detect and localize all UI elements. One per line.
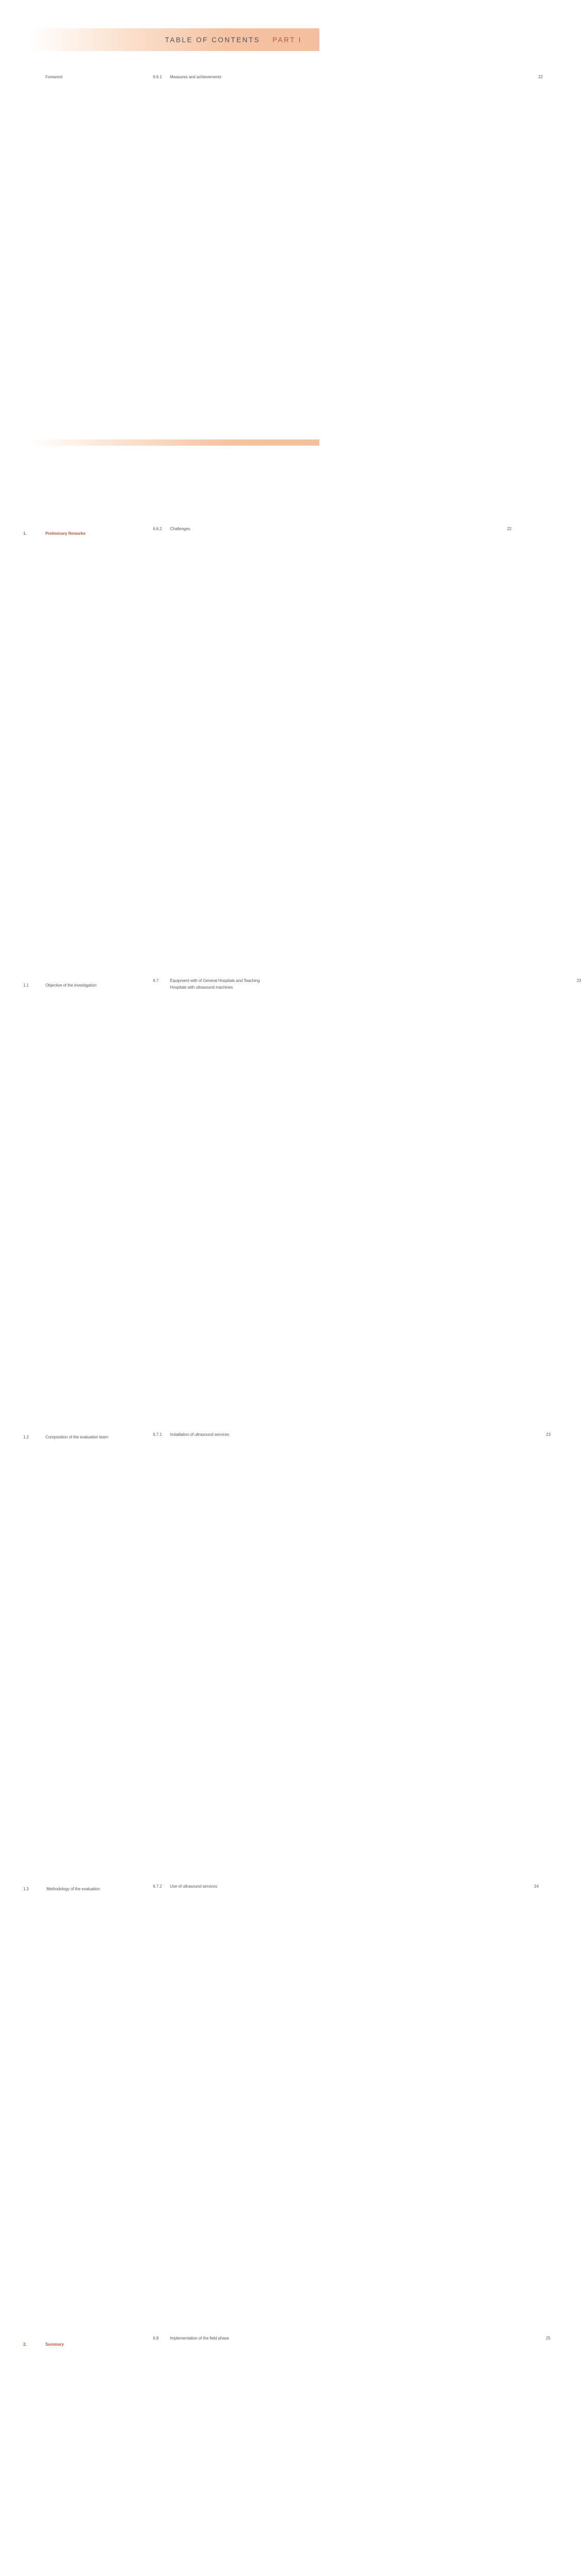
- toc-list-left: [23, 74, 141, 2576]
- entry-title: Challenges: [170, 527, 191, 531]
- toc-entry: [153, 526, 512, 977]
- footer-band: [0, 439, 319, 446]
- page-title: TABLE OF CONTENTS: [165, 36, 260, 44]
- toc-left-column: [23, 74, 141, 2576]
- toc-entry: [23, 2341, 141, 2576]
- toc-entry: [23, 1434, 141, 1886]
- entry-page-number: 23: [262, 977, 581, 1429]
- entry-number: 6.7.2: [153, 1884, 162, 1889]
- toc-entry: [153, 977, 581, 1429]
- entry-number: 6.6.2: [153, 527, 162, 531]
- entry-title: Installation of ultrasound services: [170, 1432, 229, 1437]
- header-band: [0, 28, 319, 51]
- toc-right-column: [153, 74, 581, 2576]
- entry-title: Summary: [45, 2342, 64, 2347]
- entry-number: 1.: [23, 531, 27, 536]
- entry-title: Measures and achievements: [170, 75, 221, 79]
- entry-number: 2.: [23, 2342, 27, 2347]
- entry-number: 1.3: [23, 1887, 29, 1891]
- part-label: PART I: [272, 36, 302, 44]
- toc-entry: [153, 2335, 551, 2576]
- entry-page-number: 22: [192, 526, 511, 977]
- toc-entry: [23, 530, 141, 982]
- entry-title: Foreword: [45, 75, 62, 79]
- toc-entry: [23, 74, 141, 526]
- entry-number: 1.1: [23, 983, 29, 988]
- entry-number: 6.7.1: [153, 1432, 162, 1437]
- toc-entry: [153, 1431, 551, 1883]
- entry-page-number: 24: [219, 1883, 539, 2335]
- entry-number: 6.6.1: [153, 75, 162, 79]
- entry-number: 1.2: [23, 1435, 29, 1439]
- entry-number: 6.8: [153, 2336, 159, 2341]
- entry-title: Objective of the investigation: [45, 983, 97, 988]
- entry-title: Methodology of the evaluation: [45, 1887, 100, 1891]
- entry-title: Use of ultrasound services: [170, 1884, 217, 1889]
- toc-list-right: [153, 74, 581, 2576]
- entry-page-number: 22: [224, 74, 543, 526]
- entry-title: Composition of the evaluation team: [45, 1435, 109, 1439]
- toc-entry: [23, 1886, 141, 2337]
- entry-title: Implementation of the field phase: [170, 2336, 229, 2341]
- entry-number: 6.7: [153, 978, 159, 983]
- entry-page-number: 25: [231, 2335, 551, 2576]
- toc-entry: [153, 1883, 539, 2335]
- entry-title: Preliminary Remarks: [45, 531, 86, 536]
- entry-title: Equipment with of General Hospitals and Teaching Hospitals with ultrasound machines: [170, 978, 260, 990]
- toc-entry: [23, 982, 141, 1434]
- toc-entry: [153, 74, 543, 526]
- entry-page-number: 23: [231, 1431, 551, 1883]
